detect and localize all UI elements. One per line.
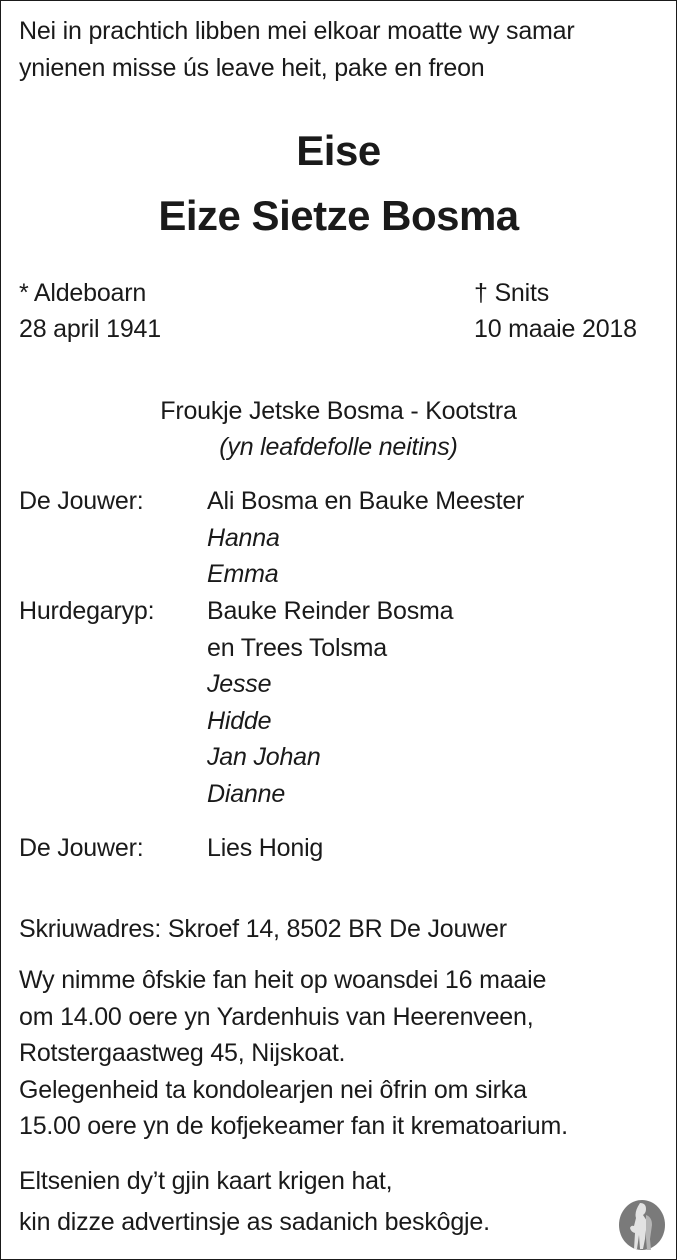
family-member: Lies Honig: [207, 834, 324, 862]
nickname: Eise: [296, 127, 381, 174]
ceremony-line-3: Rotstergaastweg 45, Nijskoat.: [19, 1039, 346, 1067]
ceremony-line-1: Wy nimme ôfskie fan heit op woansdei 16 maaie: [19, 966, 547, 994]
intro-line-1: Nei in prachtich libben mei elkoar moatte wy samar: [19, 17, 575, 45]
ceremony-line-2: om 14.00 oere yn Yardenhuis van Heerenveen,: [19, 1003, 534, 1031]
mailing-address: Skriuwadres: Skroef 14, 8502 BR De Jouwer: [19, 915, 507, 943]
grandchild: Emma: [207, 560, 279, 588]
family-member: Ali Bosma en Bauke Meester: [207, 487, 525, 515]
grandchild: Dianne: [207, 780, 286, 808]
birth-place: * Aldeboarn: [19, 279, 147, 307]
partner-note: (yn leafdefolle neitins): [219, 433, 458, 461]
family-member: Bauke Reinder Bosma: [207, 597, 454, 625]
birth-date: 28 april 1941: [19, 315, 161, 343]
ceremony-line-4: Gelegenheid ta kondolearjen nei ôfrin om sirka: [19, 1076, 527, 1104]
closing-line-1: Eltsenien dy’t gjin kaart krigen hat,: [19, 1167, 393, 1195]
embracing-figures-icon: [618, 1199, 666, 1251]
family-place: De Jouwer:: [19, 834, 144, 862]
death-date: 10 maaie 2018: [474, 315, 637, 343]
grandchild: Hanna: [207, 524, 280, 552]
death-place: † Snits: [474, 279, 550, 307]
family-member: en Trees Tolsma: [207, 634, 387, 662]
ceremony-line-5: 15.00 oere yn de kofjekeamer fan it krematoarium.: [19, 1112, 568, 1140]
grandchild: Jesse: [207, 670, 272, 698]
family-place: De Jouwer:: [19, 487, 144, 515]
intro-line-2: ynienen misse ús leave heit, pake en freon: [19, 54, 485, 82]
closing-line-2: kin dizze advertinsje as sadanich beskôgje.: [19, 1208, 490, 1236]
grandchild: Jan Johan: [207, 743, 321, 771]
full-name: Eize Sietze Bosma: [158, 192, 519, 239]
family-place: Hurdegaryp:: [19, 597, 155, 625]
partner-name: Froukje Jetske Bosma - Kootstra: [160, 397, 517, 425]
grandchild: Hidde: [207, 707, 272, 735]
